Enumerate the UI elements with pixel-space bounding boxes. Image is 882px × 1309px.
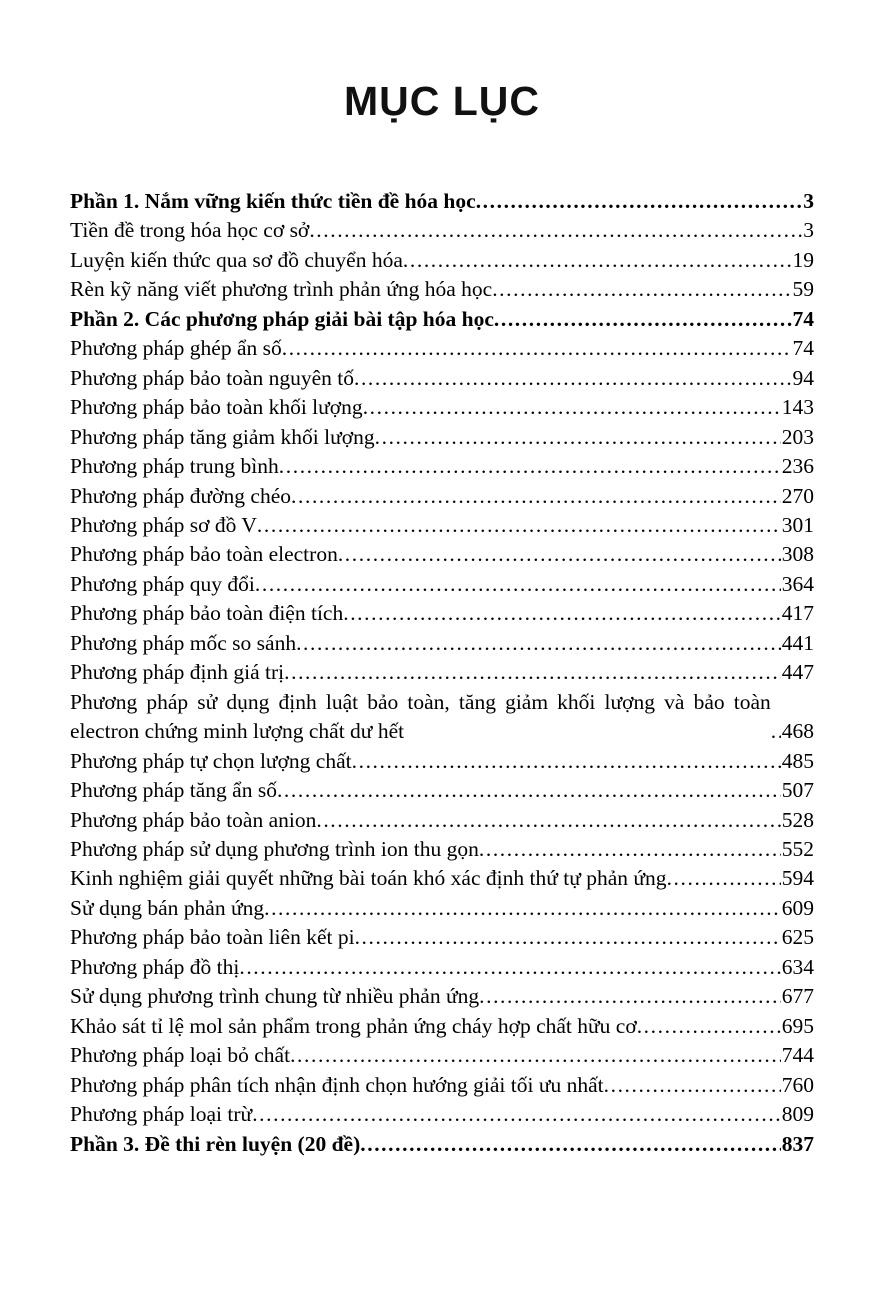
toc-entry-label: Phần 2. Các phương pháp giải bài tập hóa học — [70, 306, 494, 331]
toc-dot-leader — [309, 216, 802, 245]
toc-entry — [70, 658, 814, 687]
toc-dot-leader — [667, 864, 781, 893]
toc-entry-page-number: 301 — [781, 512, 814, 537]
toc-entry-page-number: 695 — [781, 1013, 814, 1038]
toc-dot-leader — [279, 452, 781, 481]
toc-dot-leader — [492, 275, 791, 304]
toc-entry-page-number: 236 — [781, 454, 814, 479]
toc-entry-label: Sử dụng phương trình chung từ nhiều phản ứng — [70, 984, 480, 1009]
toc-entry-page-number: 468 — [781, 719, 814, 744]
toc-entry — [70, 275, 814, 304]
toc-entry — [70, 894, 814, 923]
toc-dot-leader — [604, 1071, 781, 1100]
toc-dot-leader — [255, 570, 781, 599]
toc-entry-label: Phương pháp loại trừ — [70, 1102, 253, 1127]
toc-entry-page-number: 417 — [781, 601, 814, 626]
toc-dot-leader — [479, 982, 781, 1011]
toc-entry-page-number: 364 — [781, 571, 814, 596]
toc-dot-leader — [360, 1130, 781, 1159]
toc-entry-label: Phương pháp bảo toàn khối lượng — [70, 395, 363, 420]
page-title: MỤC LỤC — [343, 78, 541, 124]
toc-entry-page-number: 485 — [781, 748, 814, 773]
toc-entry — [70, 423, 814, 452]
toc-entry — [70, 599, 814, 628]
toc-entry-label: Phương pháp sơ đồ V — [70, 512, 257, 537]
toc-dot-leader — [282, 334, 792, 363]
toc-entry — [70, 747, 814, 776]
toc-entry-label: Phương pháp trung bình — [70, 454, 279, 479]
toc-entry-page-number: 760 — [781, 1072, 814, 1097]
toc-entry-page-number: 203 — [781, 424, 814, 449]
toc-dot-leader — [494, 305, 792, 334]
toc-entry-page-number: 3 — [803, 189, 814, 213]
toc-dot-leader — [338, 540, 781, 569]
toc-entry-page-number: 809 — [781, 1102, 814, 1127]
toc-list — [70, 187, 814, 1159]
toc-entry-label: Phương pháp bảo toàn nguyên tố — [70, 365, 354, 390]
toc-entry — [70, 216, 814, 245]
toc-entry — [70, 806, 814, 835]
toc-entry-label: Phương pháp loại bỏ chất — [70, 1043, 291, 1068]
toc-entry-label: Phương pháp sử dụng phương trình ion thu gọn — [70, 836, 479, 861]
toc-entry-page-number: 441 — [781, 630, 814, 655]
toc-entry-page-number: 308 — [781, 542, 814, 567]
toc-entry — [70, 1130, 814, 1159]
toc-entry-page-number: 59 — [792, 277, 814, 302]
toc-dot-leader — [316, 806, 780, 835]
toc-entry-label: Sử dụng bán phản ứng — [70, 895, 265, 920]
toc-entry-page-number: 447 — [781, 660, 814, 685]
toc-entry — [70, 1041, 814, 1070]
toc-entry — [70, 246, 814, 275]
toc-dot-leader — [355, 923, 781, 952]
toc-entry — [70, 1071, 814, 1100]
toc-entry-label: Phương pháp đường chéo — [70, 483, 292, 508]
toc-dot-leader — [354, 364, 792, 393]
toc-entry — [70, 452, 814, 481]
toc-entry — [70, 482, 814, 511]
toc-entry — [70, 187, 814, 216]
toc-dot-leader — [252, 1100, 781, 1129]
toc-entry-page-number: 552 — [781, 836, 814, 861]
toc-entry-page-number: 837 — [781, 1131, 814, 1156]
toc-dot-leader — [291, 482, 781, 511]
toc-entry-page-number: 634 — [781, 954, 814, 979]
toc-entry-page-number: 625 — [781, 925, 814, 950]
toc-entry-page-number: 270 — [781, 483, 814, 508]
toc-entry — [70, 1012, 814, 1041]
toc-entry-label: Phương pháp bảo toàn điện tích — [70, 601, 344, 626]
toc-entry — [70, 540, 814, 569]
toc-entry-label: Phương pháp quy đổi — [70, 571, 255, 596]
toc-entry-label: Rèn kỹ năng viết phương trình phản ứng hóa học — [70, 277, 493, 302]
toc-dot-leader — [290, 1041, 781, 1070]
toc-entry-label: Phương pháp bảo toàn anion — [70, 807, 317, 832]
toc-entry-label: Khảo sát tỉ lệ mol sản phẩm trong phản ứng cháy hợp chất hữu cơ — [70, 1013, 637, 1038]
toc-entry — [70, 982, 814, 1011]
toc-entry-label: Tiền đề trong hóa học cơ sở — [70, 218, 310, 243]
toc-entry-page-number: 744 — [781, 1043, 814, 1068]
toc-entry — [70, 688, 814, 747]
toc-entry-page-number: 3 — [803, 218, 814, 243]
toc-dot-leader — [375, 423, 781, 452]
toc-dot-leader — [771, 717, 781, 746]
toc-entry-page-number: 594 — [781, 866, 814, 891]
toc-dot-leader — [352, 747, 781, 776]
toc-dot-leader — [479, 835, 781, 864]
toc-entry-label: Phương pháp tăng ẩn số — [70, 778, 277, 803]
toc-entry-page-number: 507 — [781, 778, 814, 803]
toc-entry-label: Kinh nghiệm giải quyết những bài toán khó xác định thứ tự phản ứng — [70, 866, 667, 891]
toc-entry-label: Phương pháp đồ thị — [70, 954, 240, 979]
toc-dot-leader — [239, 953, 780, 982]
toc-dot-leader — [476, 187, 803, 216]
toc-entry-label: Phương pháp sử dụng định luật bảo toàn, tăng giảm khối lượng và bảo toàn electron chứng minh lượng chất dư hết — [70, 689, 771, 744]
toc-entry — [70, 511, 814, 540]
toc-entry — [70, 923, 814, 952]
toc-entry-label: Phương pháp tự chọn lượng chất — [70, 748, 352, 773]
toc-entry-page-number: 528 — [781, 807, 814, 832]
toc-entry-label: Phần 3. Đề thi rèn luyện (20 đề) — [70, 1131, 361, 1156]
toc-entry — [70, 864, 814, 893]
toc-entry-page-number: 609 — [781, 895, 814, 920]
toc-entry — [70, 1100, 814, 1129]
toc-entry-label: Phương pháp định giá trị — [70, 660, 285, 685]
toc-entry — [70, 953, 814, 982]
toc-entry-page-number: 74 — [792, 306, 814, 331]
toc-entry-label: Luyện kiến thức qua sơ đồ chuyển hóa — [70, 247, 403, 272]
toc-entry-page-number: 74 — [792, 336, 814, 361]
toc-dot-leader — [264, 894, 781, 923]
toc-entry — [70, 776, 814, 805]
toc-entry-page-number: 143 — [781, 395, 814, 420]
toc-dot-leader — [257, 511, 781, 540]
toc-entry-page-number: 677 — [781, 984, 814, 1009]
toc-entry-page-number: 19 — [792, 247, 814, 272]
toc-dot-leader — [296, 629, 781, 658]
toc-entry-label: Phương pháp mốc so sánh — [70, 630, 297, 655]
toc-entry-label: Phương pháp bảo toàn electron — [70, 542, 338, 567]
toc-entry-label: Phương pháp tăng giảm khối lượng — [70, 424, 375, 449]
toc-entry-page-number: 94 — [792, 365, 814, 390]
toc-entry — [70, 629, 814, 658]
toc-entry — [70, 570, 814, 599]
toc-entry — [70, 334, 814, 363]
toc-entry — [70, 305, 814, 334]
toc-entry-label: Phương pháp phân tích nhận định chọn hướng giải tối ưu nhất — [70, 1072, 604, 1097]
toc-entry-label: Phương pháp ghép ẩn số — [70, 336, 282, 361]
toc-entry — [70, 835, 814, 864]
toc-dot-leader — [363, 393, 781, 422]
toc-dot-leader — [284, 658, 781, 687]
toc-entry-label: Phần 1. Nắm vững kiến thức tiền đề hóa học — [70, 189, 476, 213]
toc-entry — [70, 364, 814, 393]
toc-entry-label: Phương pháp bảo toàn liên kết pi — [70, 925, 355, 950]
toc-dot-leader — [637, 1012, 781, 1041]
toc-dot-leader — [403, 246, 792, 275]
toc-entry — [70, 393, 814, 422]
toc-dot-leader — [343, 599, 781, 628]
toc-dot-leader — [277, 776, 781, 805]
